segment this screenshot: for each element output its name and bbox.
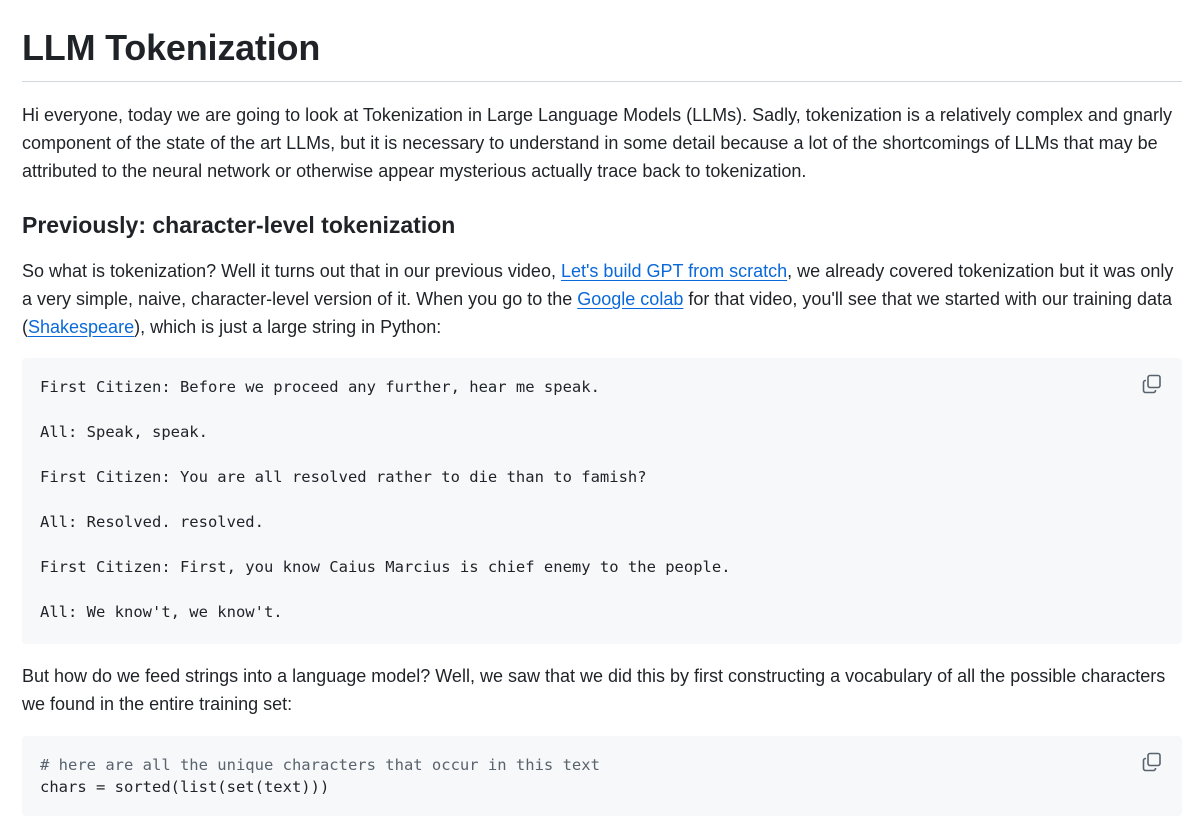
para2-text-4: ), which is just a large string in Python: [134,317,442,337]
paragraph-vocabulary: But how do we feed strings into a language model? Well, we saw that we did this by first constructing a vocabulary of all the possible characters we found in the entire training set: [22,666,1166,714]
code-block-vocabulary[interactable] [22,736,1182,816]
link-google-colab[interactable]: Google colab [577,289,684,309]
code-comment: # here are all the unique characters that occur in this text [40,756,600,774]
article [22,0,1182,796]
title-divider [22,81,1182,82]
intro-paragraph: Hi everyone, today we are going to look at Tokenization in Large Language Models (LLMs). Sadly, tokenization is a relatively complex and gnarly component of the state of the art LLMs, but it is necessary to understand in some detail because a lot of the shortcomings of LLMs that may be attributed to the neural network or otherwise appear mysterious actually trace back to tokenization. [22,105,1172,181]
code-line: First Citizen: Before we proceed any further, hear me speak. [40,378,600,396]
copy-icon [1140,372,1164,396]
copy-button[interactable] [1140,372,1164,396]
page-title: LLM Tokenization [22,27,321,68]
code-line: First Citizen: First, you know Caius Marcius is chief enemy to the people. [40,558,731,576]
paragraph-previous-video [22,257,1182,341]
para2-text-3: for that video, you'll see that we started with our training data ( [22,289,1173,337]
code-line: All: Resolved. resolved. [40,513,264,531]
section-heading: Previously: character-level tokenization [22,212,456,238]
para2-text-2: , we already covered tokenization but it was only a very simple, naive, character-level version of it. When you go to the [22,261,1174,309]
code-line: chars = sorted(list(set(text))) [40,778,330,796]
code-line: All: Speak, speak. [40,423,208,441]
para2-text-1: So what is tokenization? Well it turns out that in our previous video, [22,261,561,281]
code-line: All: We know't, we know't. [40,603,283,621]
link-lets-build-gpt[interactable]: Let's build GPT from scratch [560,261,788,281]
code-line: First Citizen: You are all resolved rather to die than to famish? [40,468,647,486]
copy-icon [1140,750,1164,774]
code-block-shakespeare[interactable] [22,358,1182,644]
link-shakespeare[interactable]: Shakespeare [28,317,135,337]
copy-button[interactable] [1140,750,1164,774]
